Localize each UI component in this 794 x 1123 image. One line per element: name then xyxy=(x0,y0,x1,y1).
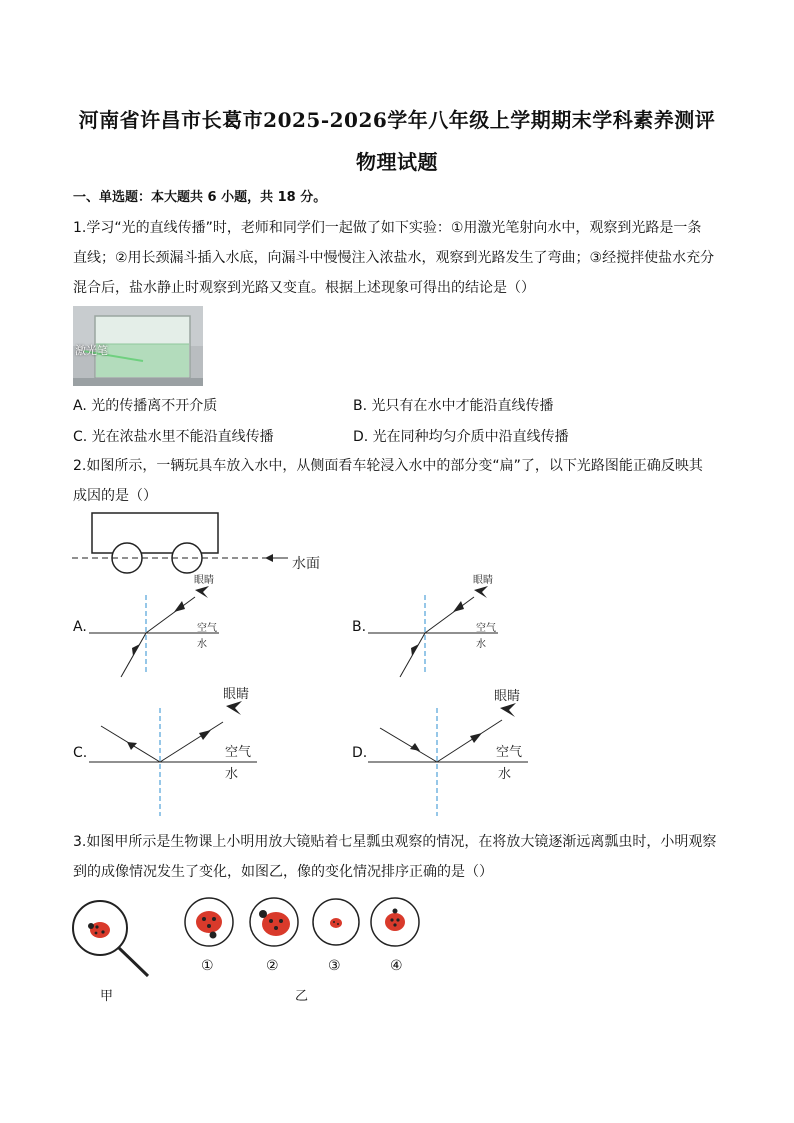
q2-option-c-label[interactable]: C. xyxy=(73,745,88,761)
q3-line2: 到的成像情况发生了变化，如图乙，像的变化情况排序正确的是（） xyxy=(73,864,493,880)
page-subtitle: 物理试题 xyxy=(356,150,438,174)
q2-line1: 2.如图所示，一辆玩具车放入水中，从侧面看车轮浸入水中的部分变“扁”了，以下光路图能正确反映其 xyxy=(73,458,703,474)
q1-line3: 混合后，盐水静止时观察到光路又变直。根据上述现象可得出的结论是（） xyxy=(73,280,535,296)
eye-icon xyxy=(195,586,209,598)
fig-num-2: ② xyxy=(266,958,279,974)
q2-line2: 成因的是（） xyxy=(73,488,157,504)
q2-option-a-label[interactable]: A. xyxy=(73,619,87,635)
fig-num-3: ③ xyxy=(328,958,341,974)
eye-icon xyxy=(500,703,516,717)
toy-car-figure xyxy=(60,505,360,580)
water-surface-label: 水面 xyxy=(292,556,320,572)
q1-option-b[interactable]: B. 光只有在水中才能沿直线传播 xyxy=(353,398,554,414)
ladybug-images-figure xyxy=(183,895,423,951)
water-label-d: 水 xyxy=(498,767,512,782)
q2-option-b-label[interactable]: B. xyxy=(352,619,367,635)
eye-label-d: 眼睛 xyxy=(494,689,521,704)
section-heading: 一、单选题：本大题共 6 小题，共 18 分。 xyxy=(73,190,327,205)
eye-label-a: 眼睛 xyxy=(194,575,214,586)
q1-option-d[interactable]: D. 光在同种均匀介质中沿直线传播 xyxy=(353,429,569,445)
water-label-a: 水 xyxy=(197,639,207,650)
q1-option-a[interactable]: A. 光的传播离不开介质 xyxy=(73,398,218,414)
fig-yi-label: 乙 xyxy=(295,989,309,1004)
q2-diagram-a[interactable] xyxy=(85,570,225,685)
fig-num-1: ① xyxy=(201,958,214,974)
q2-option-d-label[interactable]: D. xyxy=(352,745,368,761)
air-label-a: 空气 xyxy=(197,623,217,634)
fig-jia-label: 甲 xyxy=(100,989,114,1004)
q2-diagram-c[interactable] xyxy=(85,680,265,820)
water-label-c: 水 xyxy=(225,767,239,782)
eye-icon xyxy=(226,701,242,715)
eye-label-c: 眼睛 xyxy=(223,687,250,702)
air-label-c: 空气 xyxy=(225,745,252,760)
air-label-d: 空气 xyxy=(496,745,523,760)
q3-line1: 3.如图甲所示是生物课上小明用放大镜贴着七星瓢虫观察的情况，在将放大镜逐渐远离瓢虫时，小明观察 xyxy=(73,834,717,850)
q1-option-c[interactable]: C. 光在浓盐水里不能沿直线传播 xyxy=(73,429,274,445)
q1-experiment-photo xyxy=(73,306,203,386)
eye-icon xyxy=(474,586,488,598)
water-label-b: 水 xyxy=(476,639,486,650)
q2-diagram-d[interactable] xyxy=(364,680,544,820)
q1-line1: 1.学习“光的直线传播”时，老师和同学们一起做了如下实验：①用激光笔射向水中，观察到光路是一条 xyxy=(73,220,702,236)
magnifier-figure xyxy=(68,898,158,980)
q2-diagram-b[interactable] xyxy=(364,570,504,685)
fig-num-4: ④ xyxy=(390,958,403,974)
air-label-b: 空气 xyxy=(476,623,496,634)
eye-label-b: 眼睛 xyxy=(473,575,493,586)
q1-line2: 直线；②用长颈漏斗插入水底，向漏斗中慢慢注入浓盐水，观察到光路发生了弯曲；③经搅拌使盐水充分 xyxy=(73,250,715,266)
laser-pen-label: 激光笔 xyxy=(75,344,108,357)
page-title: 河南省许昌市长葛市2025-2026学年八年级上学期期末学科素养测评 xyxy=(78,108,716,132)
